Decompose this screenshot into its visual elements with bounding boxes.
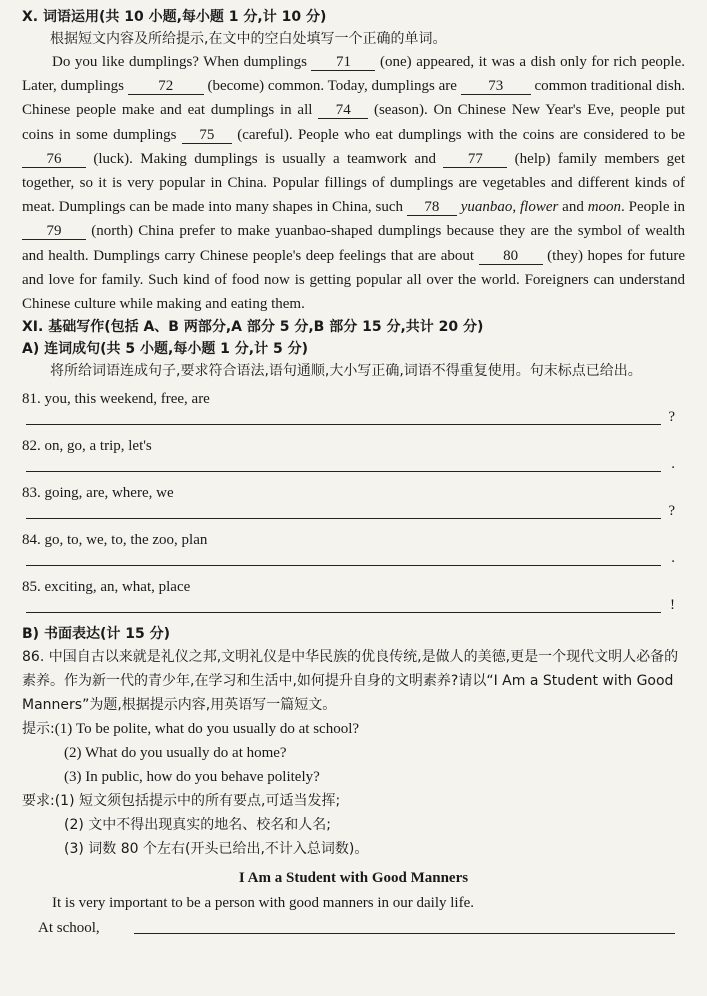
blank-73[interactable]: 73 [461,78,531,95]
blank-76[interactable]: 76 [22,151,86,168]
essay-title: I Am a Student with Good Manners [238,870,469,887]
tip-3: (3) In public, how do you behave politely? [64,769,320,786]
question-84 [22,530,685,570]
blank-74[interactable]: 74 [318,102,368,119]
sentence-questions [22,389,685,617]
part-a-heading: A) 连词成句(共 5 小题,每小题 1 分,计 5 分) [22,341,309,358]
writing-prompt: 86. 中国自古以来就是礼仪之邦,文明礼仪是中华民族的优良传统,是做人的美德,更是一个现代文明人必备的素养。作为新一代的青少年,在学习和生活中,如何提升自身的文明素养?请以“I Am a Student with Good Manners”为题,根据提示内容,用英语写一篇短文。 [22,649,679,714]
tips [22,717,685,789]
question-85 [22,577,685,617]
section-10-heading: X. 词语运用(共 10 小题,每小题 1 分,计 10 分) [22,9,327,25]
section-11-heading: XI. 基础写作(包括 A、B 两部分,A 部分 5 分,B 部分 15 分,共计 20 分) [22,319,484,336]
answer-line-81[interactable]: ? [22,409,675,429]
requirements [22,789,685,861]
blank-80[interactable]: 80 [479,248,543,265]
requirement-3: (3) 词数 80 个左右(开头已给出,不计入总词数)。 [64,841,369,858]
question-words: 84. go, to, we, to, the zoo, plan [22,532,208,549]
answer-line-83[interactable]: ? [22,503,675,523]
answer-line-82[interactable]: . [22,456,675,476]
question-words: 83. going, are, where, we [22,485,174,502]
tip-2: (2) What do you usually do at home? [64,745,287,762]
blank-75[interactable]: 75 [182,127,232,144]
question-words: 85. exciting, an, what, place [22,579,191,596]
question-words: 82. on, go, a trip, let's [22,438,152,455]
part-b-heading: B) 书面表达(计 15 分) [22,626,170,643]
requirement-2: (2) 文中不得出现真实的地名、校名和人名; [64,817,331,834]
tip-1: (1) To be polite, what do you usually do at school? [54,721,360,738]
blank-77[interactable]: 77 [443,151,507,168]
section-10-instruction: 根据短文内容及所给提示,在文中的空白处填写一个正确的单词。 [50,31,447,47]
essay-start: At school, [38,920,100,937]
tips-label: 提示: [22,721,55,738]
answer-line-85[interactable]: ! [22,597,675,617]
question-82 [22,436,685,476]
requirement-1: (1) 短文须包括提示中的所有要点,可适当发挥; [54,793,341,810]
part-a-instruction: 将所给词语连成句子,要求符合语法,语句通顺,大小写正确,词语不得重复使用。句末标点已给出。 [50,363,642,380]
answer-line-84[interactable]: . [22,550,675,570]
requirements-label: 要求: [22,793,55,810]
essay-opening: It is very important to be a person with good manners in our daily life. [52,895,474,912]
blank-79[interactable]: 79 [22,223,86,240]
blank-72[interactable]: 72 [128,78,204,95]
blank-71[interactable]: 71 [311,54,375,71]
cloze-passage: Do you like dumplings? When dumplings 71 (one) appeared, it was a dish only for rich people. Later, dumplings 72 (become) common. Today, dumplings are 73 common traditional dish. Chinese people make and eat dumplings in all 74 (season). On Chinese New Year's Eve, people put coins in some dumplings 75 (careful). People who eat dumplings with the coins are considered to be 76 (luck). Making dumplings is usually a teamwork and 77 (help) family members get together, so it is very popular in China. Popular fillings of dumplings are vegetables and different kinds of meat. Dumplings can be made into many shapes in China, such 78 yuanbao, flower and moon. People in 79 (north) China prefer to make yuanbao-shaped dumplings because they are the symbol of wealth and health. Dumplings carry Chinese people's deep feelings that are about 80 (they) hopes for future and love for family. Such kind of food now is getting popular all over the world. Foreigners can understand Chinese culture while making and eating them. [22,54,686,313]
question-words: 81. you, this weekend, free, are [22,391,210,408]
blank-78[interactable]: 78 [407,199,457,216]
essay-writing-line[interactable] [22,916,685,940]
question-83 [22,483,685,523]
question-81 [22,389,685,429]
